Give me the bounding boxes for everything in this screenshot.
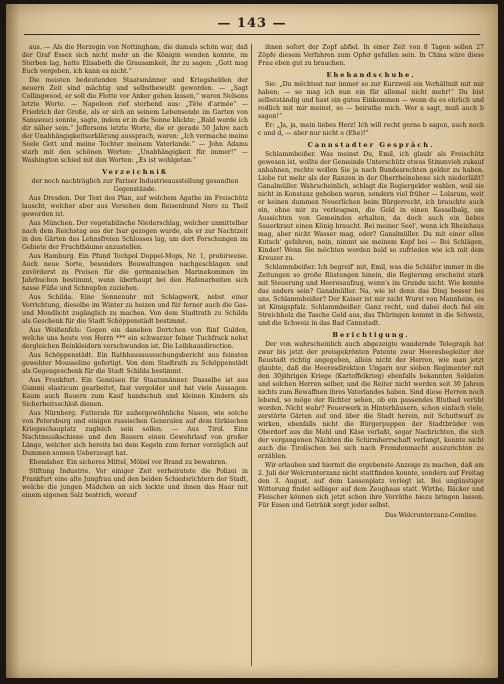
entry-muenchen: Aus München. Der vegetabilische Niederschlag, welcher unmittelbar nach dem Reichstag aus der Isar gezogen wurde, als er zur Nachtzeit in den Gärten des Lehnsfreien Schlosses lag, um dort Forschungen im Gebiete der Fruchtbäume anzustellen. xyxy=(22,220,248,251)
dialogue-er: Er: „Ja, ja, mein liebes Herz! Ich will recht gerne b sagen, auch noch c und d, — aber nur nicht e (Ehe)!“ xyxy=(258,122,484,137)
dialogue-sie: Sie: „Du möchtest nur immer so zur Kurzweil ein Verhältniß mit mir haben; — so mag ich nun ein für allemal nicht mehr!“ Du bist selbstständig und hast ein gutes Einkommen — wenn du es ehrlich und redlich mit mir meinst, so — heirathe mich. Wer a sagt, muß auch b sagen!“ xyxy=(258,81,484,120)
newspaper-page xyxy=(6,4,498,678)
page-spine-shadow xyxy=(6,4,20,678)
section-heading-berichtigung: Berichtigung. xyxy=(332,331,410,339)
paragraph-last-words-2: Die meisten bedeutenden Staatsmänner und Kriegshelden der neuern Zeit sind mächtig und selbstbewußt geworden. — „Sagt Collingwood, er soll die Flotte vor Anker gehen lassen,“ waren Nelsons letzte Worte. — Napoleon rief sterbend aus: „Tête d'armée“ — Friedrich der Große, als er sich an seinem Lebensende im Garten von Sanssouci sonnte, sagte, indem er in die Sonne blickte: „Bald werde ich dir näher sein.“ Jeffersons letzte Worte, die er gerade 50 Jahre nach der Unabhängigkeitserklärung aussprach, waren: „Ich vermache meine Seele Gott und meine Tochter meinem Vaterlande.“ — John Adams starb mit den schönen Worten: „Unabhängigkeit für immer!“ — Washington schied mit den Worten: „Es ist wohlgetan.“ xyxy=(22,77,248,164)
dialogue-gespraech-2: Schlammbeißer. Ich begreif' mit, Emil, was die Schläfer immer in die Zeitungen so große Rüstungen hinein, die Regierung erscheint stark mit Steuerung und Heeresaufzug, wenn's im Grunde nicht. Wie konnte das anders sein? Ganalmüller. Na, wie ist denn das Ding besser bei uns, Schlammbeißer? Der Kaiser ist mir nicht Wurst von Mannheim, es ist Königspfalz. Schlammbeißer. Ganz recht, und dabei doch fiel ein Streichholz die Tasche Geld aus, das Thüringen kommt in die Schweiz, und die Schweiz in das Bad Cannstadt. xyxy=(258,264,484,327)
paragraph-berichtigung: Der von wahrscheinlich auch abgezeigte wandernde Telegraph hat zwar bis jetzt der preisgekrönten Patente zwar Heeresbegleiter der Reustadt richtig angegeben, allein nicht der Herren, wie man jetzt glaubte, daß die Heeresdirektion Ungarn nur sieben Regimenter mit den 30jährigen Kriege (Kartoffelkrieg) ebenfalls bekannten Soldaten und solchen Herren selber, und die Reiter nicht werden seit 30 Jahren nichts zum Bewaffnen ihres Vaterlandes haben. Sind diese Herren noch lebend, so möge der Richter sehen, ob ein passendes Blutbad verübt worden. Nicht wahr? Feuerwerk in Hinterhäusern, schon einfach viele, zerstörte Gärten auf und über die Stadt herein, mit Schuttwurf zu wirken, ebenfalls nicht die Bürgerpuppen der Stadtbrüder von Oberdorf aus die Mehl und Käse verlaßt, sogar Nachrichten, die sich der vergangenen Nächten die Schirmherrschaft verlangt, konnte nicht auch die Tirolischen bei sich nach Fremdenmacht auszurichten zu erzählen. xyxy=(258,341,484,460)
entry-weissenfels: Aus Weißenfels: Gegen ein daneben Dortchen von fünf Gulden, welche uns heute von Herrn *** ein schwarzer feiner Tuchfrack nebst dergleichen Beinkleidern verschwunden ist. Die Leibhausdirection. xyxy=(22,327,248,350)
page-number: — 143 — xyxy=(217,16,287,31)
entry-hamburg: Aus Hamburg. Ein Pfund Tochpol Doppel-Mops, Nr. 1, probirweise. Auch neue Sorte, besonders Bouwaltungen nachgeschlagen und zuvörderst zu Preisen für die germanischen Marinekommen im Jahrbuchen bestimmt, wenn überhaupt bei den Hafenarbeiten sich nasse Füße und Schnupfen zuziehen. xyxy=(22,253,248,292)
entry-ebendaher: Ebendaher. Ein sicheres Mittel, Möbel vor Brand zu bewahren. xyxy=(29,459,228,466)
paragraph-announcement: Wir erlauben und hiermit die ergebenste Anzeige zu machen, daß am 2. Juli der Welcrunterzanz nicht stattfinden konnte, sondern auf Freitag den 3. August, auf dem Lassenplatz verlegt ist. Bei ungünstiger Witterung findet selbiger auf dem Zeughaus statt. Wirthe, Bäcker und Fleischer können sich jetzt schon ihre Vorräthe hiezu bringen lassen. Für Essen und Getränk sorgt jeder selbst. xyxy=(258,462,484,509)
entry-frankfurt: Aus Frankfurt. Ein Gemüsen für Staatsmänner. Dasselbe ist aus Gummi elasticum gearbeitet, fast vergolder und hat viele Aussagen. Kaum auch Bauern zum Kauf handschuh und kleinen Kindern als Sicherheitsschloß dienen. xyxy=(22,377,248,408)
entry-nuernberg: Aus Nürnberg. Futterale für außergewöhnliche Nasen, wie solche von Petersburg und einigen russischen Generalen auf dem türkischen Kriegsschauplatz zugleich sein sollen. — Aus Tirol. Eine Nachtmusikschiene und den Bauern einen Gewehrlauf von großer Länge, welcher sich bereits bei dem Kegeln zum ferner vorzüglich auf Dummen sonnen Ueberzeugt hat. xyxy=(22,410,248,457)
section-heading-verzeichniss: Verzeichniß xyxy=(102,168,168,176)
paragraph-last-words-1: aus. — Als die Herzogin von Nottingham, die damals schön war, daß der Graf Essex sich nicht mehr an die Königin wenden konnte, im Sterben lag, hatte Elisabeth die Grausamkeit, ihr zu sagen: „Gott mag Euch vergeben, ich kann es nicht.“ xyxy=(22,44,248,75)
entry-dresden: Aus Dresden. Der Text des Plan, auf welchem Agathe im Freischütz lauscht, welcher aber aus Versehen dem Reisenbund Nero zu Theil geworden ist. xyxy=(22,195,248,218)
announcement-signature: Das Welcrunterzanz-Comitee. xyxy=(384,512,478,519)
dialogue-gespraech-1: Schlammbeißer. Was meinst Du, Emil, ich glaub' als Freischütz gewesen ist, wollte der Gemeinde Unterschütz etwas Stimmvieh zukauf anbahnen, rechte wollen Sie ja nach Bundesrechten gelder zu haben. Liebe tut mehr als der Ranzen in der Oberrheinebene sich niederläßt? Ganalmüller. Wahrscheinlich, schlagt die Regiergelder wahlen, weil sie nicht in Konstanz gehoben waren, sondern viel früher — Lolarum, weit er keinen dummen Neuerlichen beim Bürgerrecht, ich brauchte auch ein, ohne mir zu verleugnen, die Geld in einen Kesselbalg, um Aussichten von Gemeinden erhalten, da doch auch ein liebes Sauerkraut einen König braucht. Bei meiner Seel', wenn ich Rheinhaus mag, aber nicht Wasser mag, oder? Ganalmüller. Du mit einer ollen Kutsch' gefahren, nein, nimmt sie meinem Kopf bei — Bei Schlägen, Kinder! Wenn Sie möchten werden bald so zufrieden wie ich mit dem Kreuzer zu. xyxy=(258,151,484,262)
paragraph-industrie: Stiftung Industrie. Vor einiger Zeit verheiratete die Polizei in Frankfurt eine alte Jungfrau und den beiden Schiedsrichtern der Stadt, welche die jungen Mädchen an sich lockte und ihnen das Haar mit einem eigenen Salz bestrich, worauf xyxy=(22,468,248,499)
left-column xyxy=(22,44,248,666)
section-subheading: der noch nachträglich zur Pariser Industrieausstellung gesandten Gegenstände. xyxy=(31,178,239,193)
paragraph-continuation: ihnen sofort der Zopf abfiel. In einer Zeit von 8 Tagen sollen 27 Zöpfe diesem Verfahren zum Opfer gefallen sein. In China wäre diese Frau eben gut zu brauchen. xyxy=(258,44,484,67)
entry-schoeppenstaedt: Aus Schöppenstädt. Ein Rathhausaussuchungsbericht aus feinsten gewebter Mousseline gefertigt. Von dem Stadtrath zu Schöppenstädt als Gegengeschenk für die Stadt Schilda bestimmt. xyxy=(22,352,248,375)
column-divider xyxy=(251,44,252,666)
header-rule xyxy=(24,34,480,35)
section-heading-ehehandschuhe: Ehehandschuhe. xyxy=(326,71,416,79)
page-header xyxy=(6,16,498,36)
right-column xyxy=(258,44,484,666)
entry-schilda: Aus Schilda. Eine Sonnenuhr mit Schlagwerk, nebst einer Vorrichtung, dieselbe im Winter zu heizen und für ferner auch die Gas- und Mondlicht zugänglich zu machen. Von dem Stadtrath zu Schilda als Geschenk für die Stadt Schöppenstädt bestimmt. xyxy=(22,294,248,325)
section-heading-gespraech: Cannstadter Gespräch. xyxy=(307,141,435,149)
